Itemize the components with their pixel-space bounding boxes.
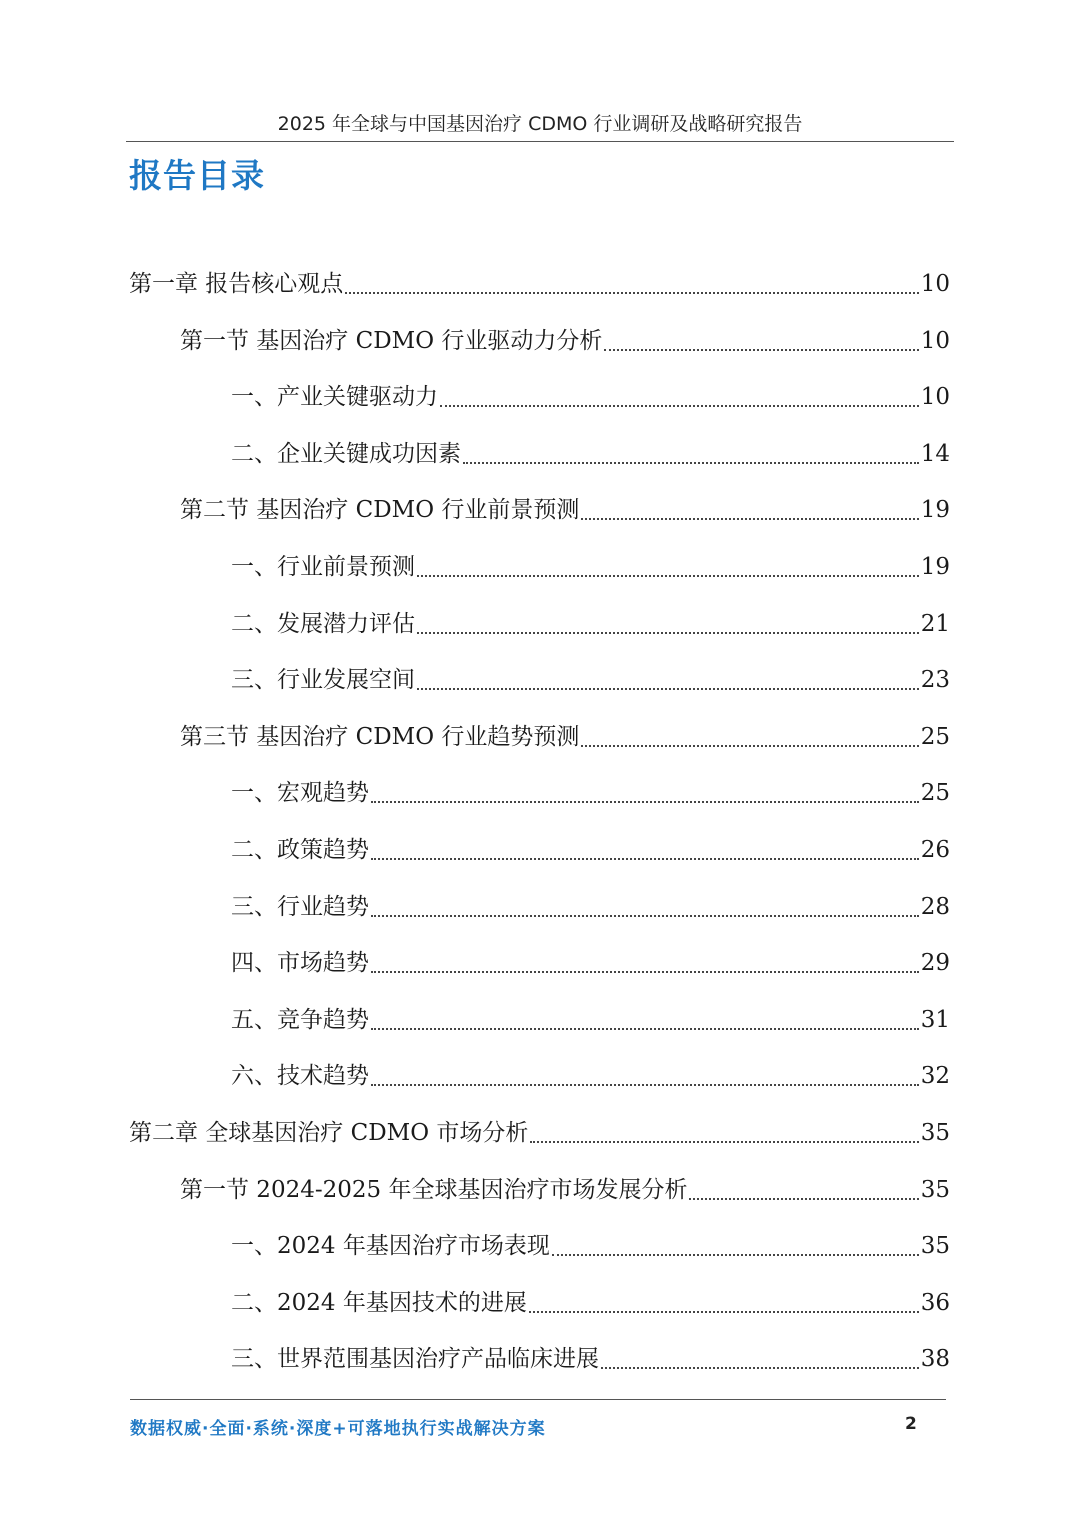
toc-entry[interactable] — [180, 717, 950, 757]
toc-entry[interactable] — [180, 321, 950, 361]
toc-entry[interactable] — [231, 604, 950, 644]
toc-entry[interactable] — [231, 943, 950, 983]
toc-entry[interactable] — [231, 773, 950, 813]
toc-entry-title: 二、2024 年基因技术的进展 — [231, 1289, 527, 1316]
toc-dot-leader — [604, 349, 918, 351]
toc-dot-leader — [417, 688, 919, 690]
toc-entry-title: 一、宏观趋势 — [231, 780, 369, 807]
toc-dot-leader — [529, 1311, 919, 1313]
toc-entry[interactable] — [180, 490, 950, 530]
toc-entry[interactable] — [231, 1056, 950, 1096]
toc-dot-leader — [371, 915, 919, 917]
toc-dot-leader — [581, 745, 918, 747]
toc-entry-title: 第二章 全球基因治疗 CDMO 市场分析 — [129, 1120, 529, 1146]
toc-entry-page: 14 — [920, 440, 950, 467]
toc-entry-title: 六、技术趋势 — [231, 1063, 369, 1090]
toc-dot-leader — [371, 801, 919, 803]
toc-entry-title: 三、行业发展空间 — [231, 667, 415, 694]
toc-entry-title: 三、世界范围基因治疗产品临床进展 — [231, 1346, 599, 1373]
toc-entry-page: 38 — [920, 1346, 950, 1373]
toc-dot-leader — [463, 462, 919, 464]
header-divider — [126, 141, 954, 142]
toc-entry-title: 五、竞争趋势 — [231, 1006, 369, 1033]
toc-entry-page: 29 — [920, 950, 950, 977]
toc-dot-leader — [345, 292, 918, 294]
toc-entry-page: 35 — [920, 1233, 950, 1260]
toc-entry[interactable] — [231, 887, 950, 927]
footer-slogan: 数据权威·全面·系统·深度+可落地执行实战解决方案 — [130, 1419, 546, 1439]
toc-dot-leader — [689, 1198, 918, 1200]
toc-entry-page: 25 — [920, 780, 950, 807]
toc-entry[interactable] — [231, 1000, 950, 1040]
toc-entry[interactable] — [129, 264, 950, 304]
toc-entry-page: 23 — [920, 667, 950, 694]
toc-dot-leader — [417, 575, 919, 577]
toc-dot-leader — [530, 1141, 918, 1143]
toc-entry-title: 一、行业前景预测 — [231, 554, 415, 580]
toc-entry-page: 36 — [920, 1289, 950, 1316]
toc-entry[interactable] — [231, 377, 950, 417]
toc-entry-title: 第一节 2024-2025 年全球基因治疗市场发展分析 — [180, 1176, 688, 1203]
toc-entry-title: 二、政策趋势 — [231, 837, 369, 863]
toc-entry[interactable] — [129, 1113, 950, 1153]
toc-entry-title: 第一节 基因治疗 CDMO 行业驱动力分析 — [180, 327, 603, 354]
toc-entry-page: 10 — [920, 271, 950, 297]
footer-divider — [130, 1399, 946, 1400]
toc-entry-title: 一、产业关键驱动力 — [231, 384, 438, 411]
document-header-title: 2025 年全球与中国基因治疗 CDMO 行业调研及战略研究报告 — [277, 113, 803, 135]
toc-entry-title: 一、2024 年基因治疗市场表现 — [231, 1233, 550, 1260]
toc-entry[interactable] — [180, 1170, 950, 1210]
toc-dot-leader — [440, 405, 919, 407]
toc-entry-page: 21 — [920, 610, 950, 637]
toc-entry-page: 10 — [920, 384, 950, 411]
toc-entry-title: 第二节 基因治疗 CDMO 行业前景预测 — [180, 497, 580, 524]
toc-entry-page: 10 — [920, 327, 950, 354]
toc-entry-page: 32 — [920, 1063, 950, 1090]
toc-dot-leader — [371, 1084, 919, 1086]
toc-entry-page: 31 — [920, 1006, 950, 1033]
toc-dot-leader — [371, 971, 919, 973]
toc-entry-title: 二、企业关键成功因素 — [231, 440, 461, 467]
toc-heading: 报告目录 — [129, 156, 265, 195]
toc-entry[interactable] — [231, 660, 950, 700]
toc-dot-leader — [601, 1367, 919, 1369]
page-number: 2 — [905, 1414, 917, 1434]
toc-dot-leader — [417, 632, 919, 634]
toc-entry-title: 三、行业趋势 — [231, 893, 369, 920]
toc-dot-leader — [581, 518, 918, 520]
toc-entry-title: 第三节 基因治疗 CDMO 行业趋势预测 — [180, 723, 580, 750]
toc-entry[interactable] — [231, 1283, 950, 1323]
toc-entry-page: 35 — [920, 1120, 950, 1146]
toc-entry-page: 35 — [920, 1176, 950, 1203]
toc-entry[interactable] — [231, 830, 950, 870]
toc-dot-leader — [371, 1028, 919, 1030]
toc-entry-page: 26 — [920, 837, 950, 863]
toc-entry[interactable] — [231, 434, 950, 474]
toc-entry-page: 19 — [920, 554, 950, 580]
toc-entry-title: 第一章 报告核心观点 — [129, 271, 344, 297]
toc-entry[interactable] — [231, 1339, 950, 1379]
toc-entry-page: 25 — [920, 723, 950, 750]
toc-entry-page: 19 — [920, 497, 950, 524]
toc-dot-leader — [371, 858, 919, 860]
toc-entry-page: 28 — [920, 893, 950, 920]
toc-dot-leader — [552, 1254, 919, 1256]
toc-entry-title: 二、发展潜力评估 — [231, 610, 415, 637]
toc-entry[interactable] — [231, 547, 950, 587]
toc-entry-title: 四、市场趋势 — [231, 950, 369, 977]
toc-entry[interactable] — [231, 1226, 950, 1266]
